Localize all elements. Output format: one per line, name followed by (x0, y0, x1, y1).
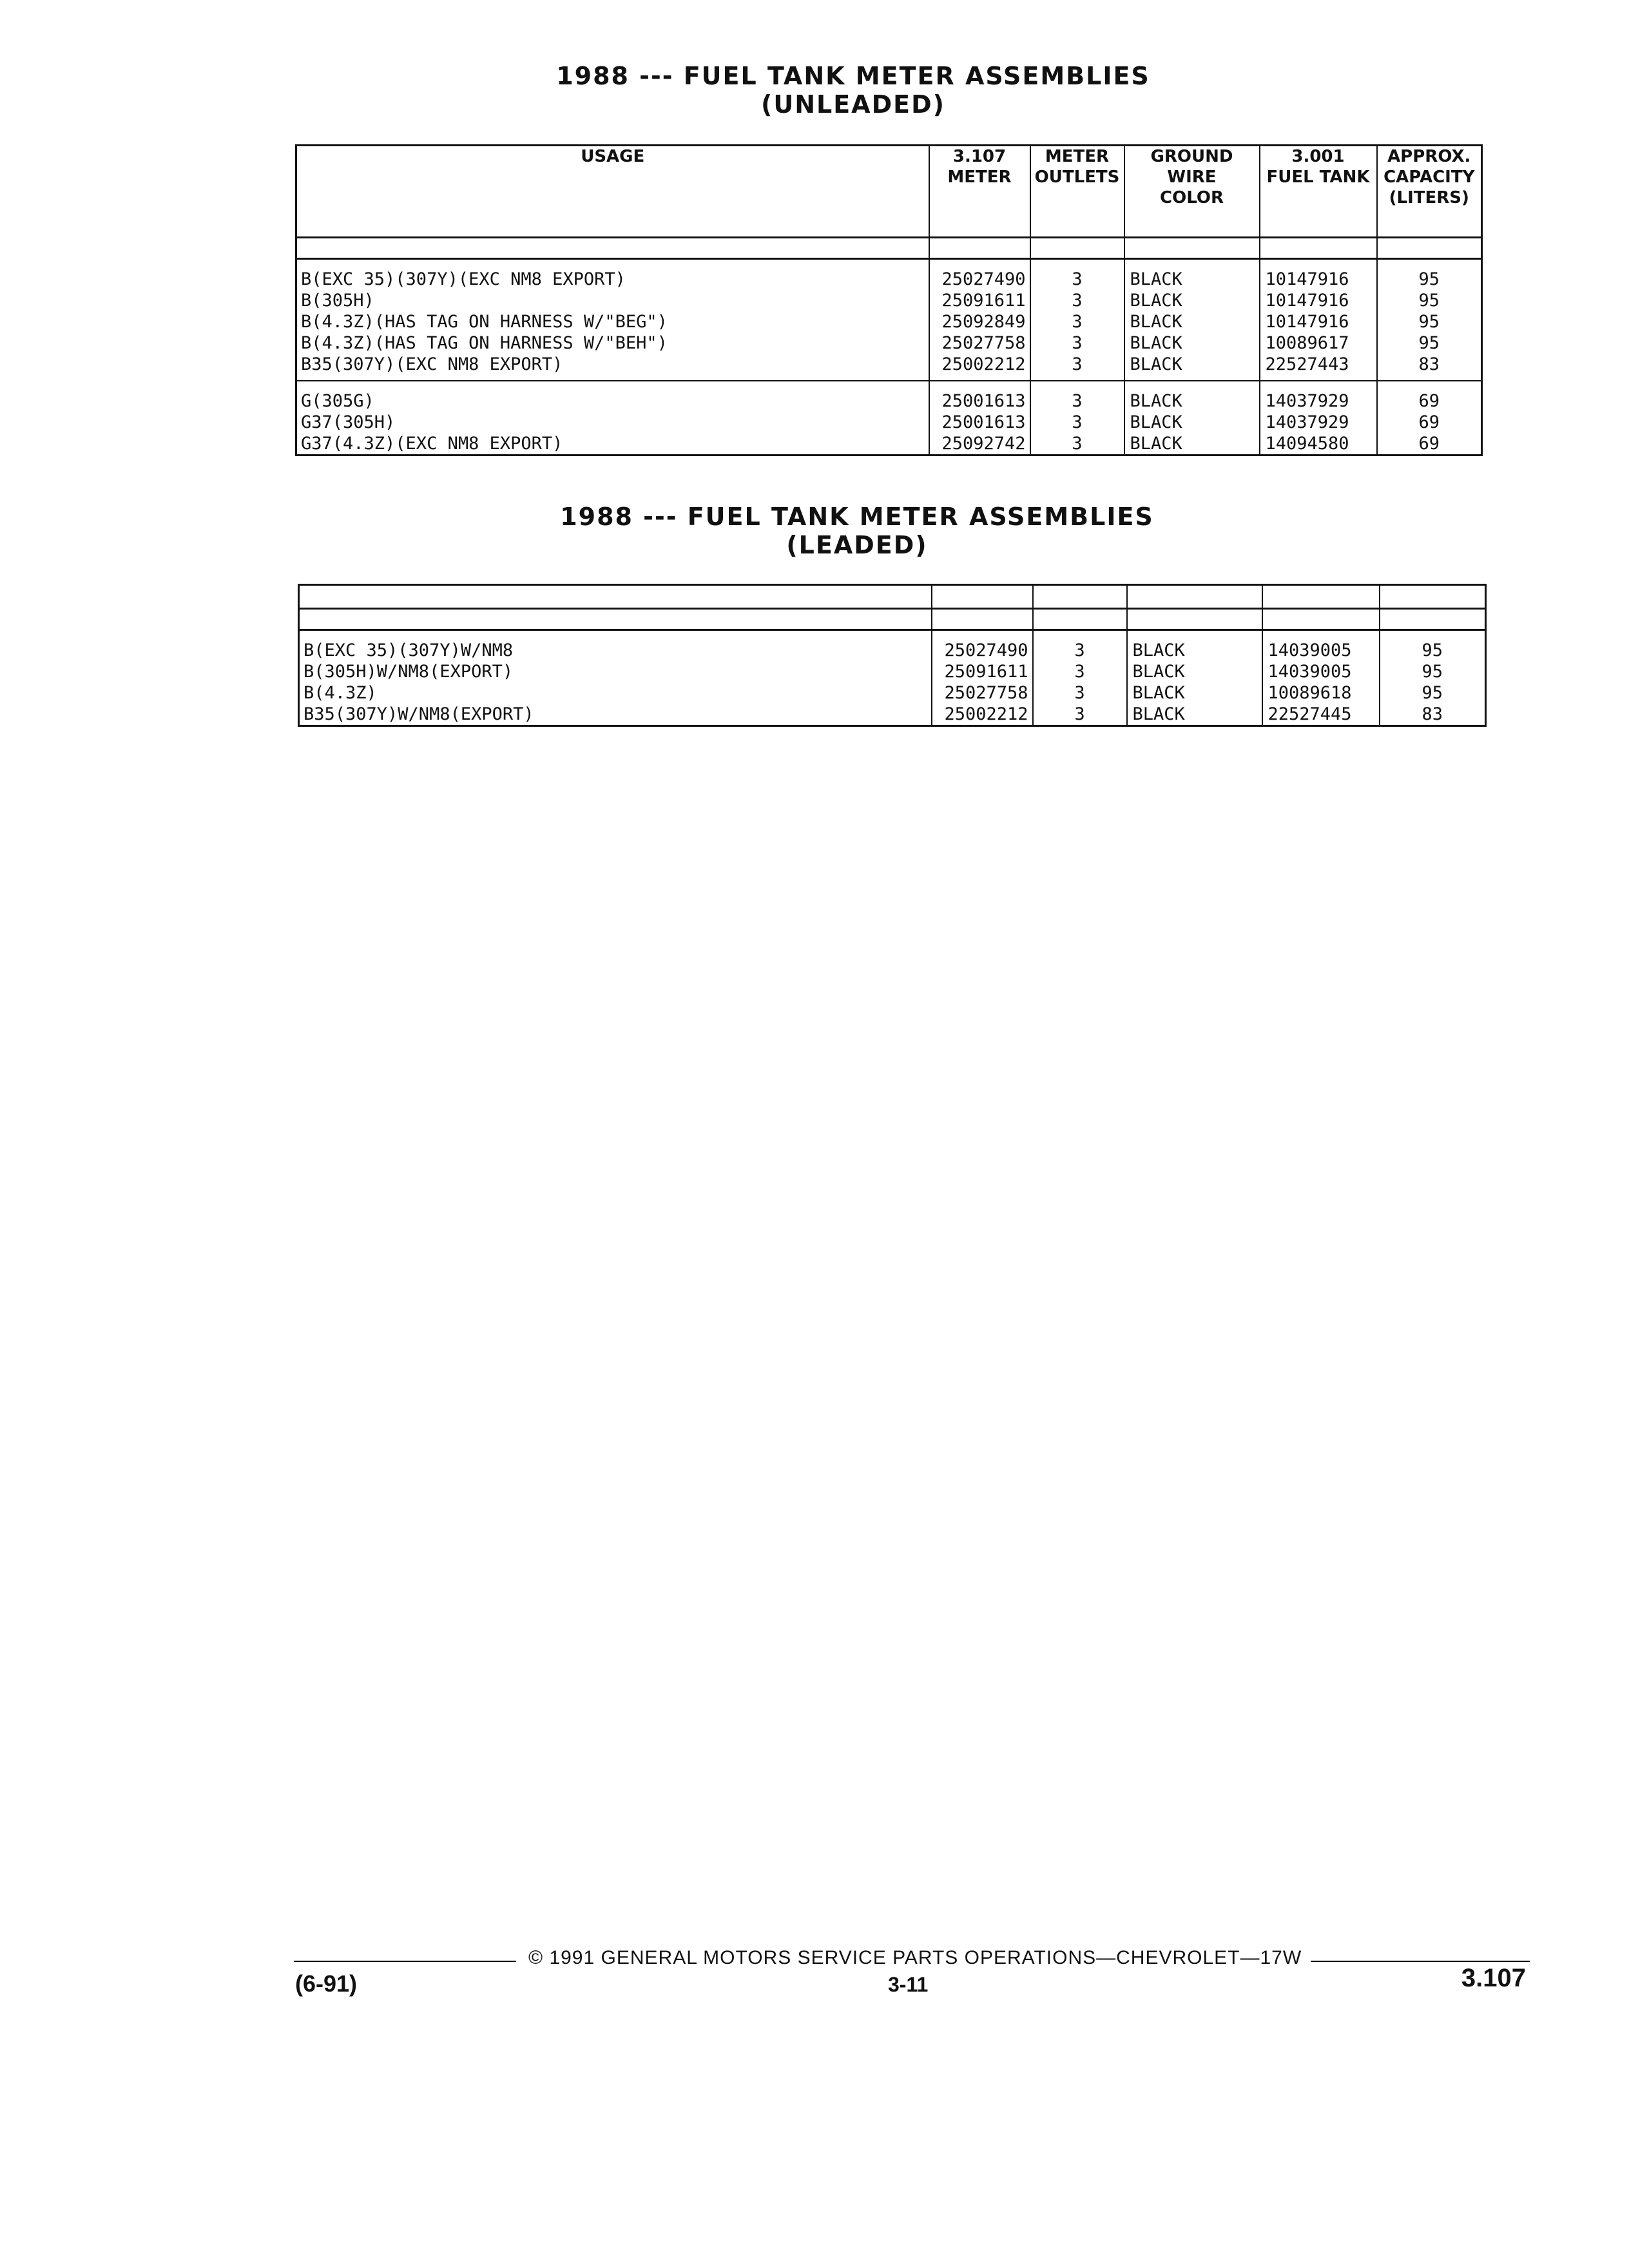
usage-cell: B(305H) (296, 290, 929, 311)
meter-cell: 25091611 (932, 661, 1033, 682)
table-row (296, 412, 1482, 433)
outlets-cell: 3 (1030, 290, 1124, 311)
capacity-cell: 95 (1377, 311, 1482, 332)
unleaded-title-line2: (UNLEADED) (760, 90, 946, 119)
tank-cell: 10089617 (1260, 332, 1377, 354)
capacity-cell: 69 (1377, 433, 1482, 456)
color-cell: BLACK (1124, 290, 1260, 311)
unleaded-table (295, 144, 1483, 456)
leaded-title (43, 503, 1629, 559)
footer-rule-right (1311, 1961, 1530, 1962)
tank-cell: 14037929 (1260, 412, 1377, 433)
unleaded-title-line1: 1988 --- FUEL TANK METER ASSEMBLIES (556, 62, 1150, 90)
leaded-spacer-row (299, 609, 1486, 630)
table-row (296, 290, 1482, 311)
header-capacity (1377, 146, 1482, 238)
table-row (299, 630, 1486, 662)
meter-cell: 25091611 (929, 290, 1030, 311)
usage-cell: G(305G) (296, 381, 929, 412)
color-cell: BLACK (1127, 682, 1262, 704)
outlets-cell: 3 (1033, 661, 1127, 682)
color-cell: BLACK (1124, 311, 1260, 332)
footer-rule-left (294, 1961, 516, 1962)
meter-cell: 25027758 (932, 682, 1033, 704)
section-number: 3.107 (1461, 1964, 1526, 1992)
capacity-cell: 95 (1380, 630, 1486, 662)
header-meter-line1: 3.107 (952, 147, 1007, 166)
meter-cell: 25002212 (929, 354, 1030, 381)
outlets-cell: 3 (1030, 381, 1124, 412)
header-capacity-line2: CAPACITY (1383, 168, 1475, 187)
copyright-notice: © 1991 GENERAL MOTORS SERVICE PARTS OPERATIONS—CHEVROLET—17W (528, 1947, 1302, 1968)
color-cell: BLACK (1124, 381, 1260, 412)
capacity-cell: 95 (1377, 259, 1482, 291)
capacity-cell: 95 (1377, 332, 1482, 354)
usage-cell: G37(305H) (296, 412, 929, 433)
usage-cell: B(4.3Z) (299, 682, 932, 704)
unleaded-title (39, 62, 1629, 119)
meter-cell: 25027490 (932, 630, 1033, 662)
meter-cell: 25001613 (929, 381, 1030, 412)
color-cell: BLACK (1127, 704, 1262, 726)
usage-cell: B(4.3Z)(HAS TAG ON HARNESS W/"BEH") (296, 332, 929, 354)
tank-cell: 10147916 (1260, 259, 1377, 291)
meter-cell: 25002212 (932, 704, 1033, 726)
meter-cell: 25001613 (929, 412, 1030, 433)
meter-cell: 25092849 (929, 311, 1030, 332)
usage-cell: G37(4.3Z)(EXC NM8 EXPORT) (296, 433, 929, 456)
header-outlets-line1: METER (1045, 147, 1110, 166)
date-code: (6-91) (295, 1970, 358, 1997)
color-cell: BLACK (1127, 630, 1262, 662)
capacity-cell: 83 (1377, 354, 1482, 381)
table-row (296, 433, 1482, 456)
outlets-cell: 3 (1030, 412, 1124, 433)
table-row (296, 311, 1482, 332)
tank-cell: 10147916 (1260, 311, 1377, 332)
tank-cell: 10147916 (1260, 290, 1377, 311)
table-row (299, 682, 1486, 704)
outlets-cell: 3 (1030, 259, 1124, 291)
header-tank-line2: FUEL TANK (1266, 168, 1370, 187)
usage-cell: B35(307Y)W/NM8(EXPORT) (299, 704, 932, 726)
table-row (296, 381, 1482, 412)
tank-cell: 22527445 (1262, 704, 1380, 726)
color-cell: BLACK (1124, 259, 1260, 291)
header-ground-line2: WIRE (1167, 168, 1217, 187)
header-capacity-line3: (LITERS) (1389, 188, 1469, 207)
capacity-cell: 83 (1380, 704, 1486, 726)
tank-cell: 10089618 (1262, 682, 1380, 704)
header-tank-line1: 3.001 (1291, 147, 1345, 166)
usage-cell: B35(307Y)(EXC NM8 EXPORT) (296, 354, 929, 381)
capacity-cell: 69 (1377, 381, 1482, 412)
table-row (296, 332, 1482, 354)
usage-cell: B(EXC 35)(307Y)W/NM8 (299, 630, 932, 662)
page-number: 3-11 (888, 1973, 929, 1996)
unleaded-header-row (296, 146, 1482, 238)
capacity-cell: 69 (1377, 412, 1482, 433)
tank-cell: 22527443 (1260, 354, 1377, 381)
capacity-cell: 95 (1380, 661, 1486, 682)
meter-cell: 25092742 (929, 433, 1030, 456)
capacity-cell: 95 (1377, 290, 1482, 311)
header-meter (929, 146, 1030, 238)
outlets-cell: 3 (1033, 682, 1127, 704)
meter-cell: 25027758 (929, 332, 1030, 354)
color-cell: BLACK (1127, 661, 1262, 682)
table-row (296, 259, 1482, 291)
leaded-table (298, 584, 1487, 727)
table-row (299, 704, 1486, 726)
header-usage: USAGE (296, 146, 929, 238)
header-ground-line3: COLOR (1160, 188, 1224, 207)
usage-cell: B(EXC 35)(307Y)(EXC NM8 EXPORT) (296, 259, 929, 291)
outlets-cell: 3 (1030, 332, 1124, 354)
leaded-header-row (299, 585, 1486, 609)
meter-cell: 25027490 (929, 259, 1030, 291)
color-cell: BLACK (1124, 412, 1260, 433)
outlets-cell: 3 (1033, 704, 1127, 726)
header-meter-line2: METER (947, 168, 1012, 187)
header-capacity-line1: APPROX. (1387, 147, 1471, 166)
usage-cell: B(305H)W/NM8(EXPORT) (299, 661, 932, 682)
header-outlets-line2: OUTLETS (1034, 168, 1120, 187)
header-fuel-tank (1260, 146, 1377, 238)
tank-cell: 14039005 (1262, 630, 1380, 662)
color-cell: BLACK (1124, 433, 1260, 456)
color-cell: BLACK (1124, 332, 1260, 354)
header-ground-wire-color (1124, 146, 1260, 238)
tank-cell: 14094580 (1260, 433, 1377, 456)
outlets-cell: 3 (1030, 433, 1124, 456)
outlets-cell: 3 (1030, 311, 1124, 332)
color-cell: BLACK (1124, 354, 1260, 381)
header-ground-line1: GROUND (1150, 147, 1233, 166)
table-row (296, 354, 1482, 381)
outlets-cell: 3 (1033, 630, 1127, 662)
usage-cell: B(4.3Z)(HAS TAG ON HARNESS W/"BEG") (296, 311, 929, 332)
header-outlets (1030, 146, 1124, 238)
outlets-cell: 3 (1030, 354, 1124, 381)
capacity-cell: 95 (1380, 682, 1486, 704)
tank-cell: 14037929 (1260, 381, 1377, 412)
leaded-title-line1: 1988 --- FUEL TANK METER ASSEMBLIES (560, 503, 1154, 531)
leaded-title-line2: (LEADED) (786, 531, 928, 559)
tank-cell: 14039005 (1262, 661, 1380, 682)
unleaded-spacer-row (296, 238, 1482, 259)
table-row (299, 661, 1486, 682)
